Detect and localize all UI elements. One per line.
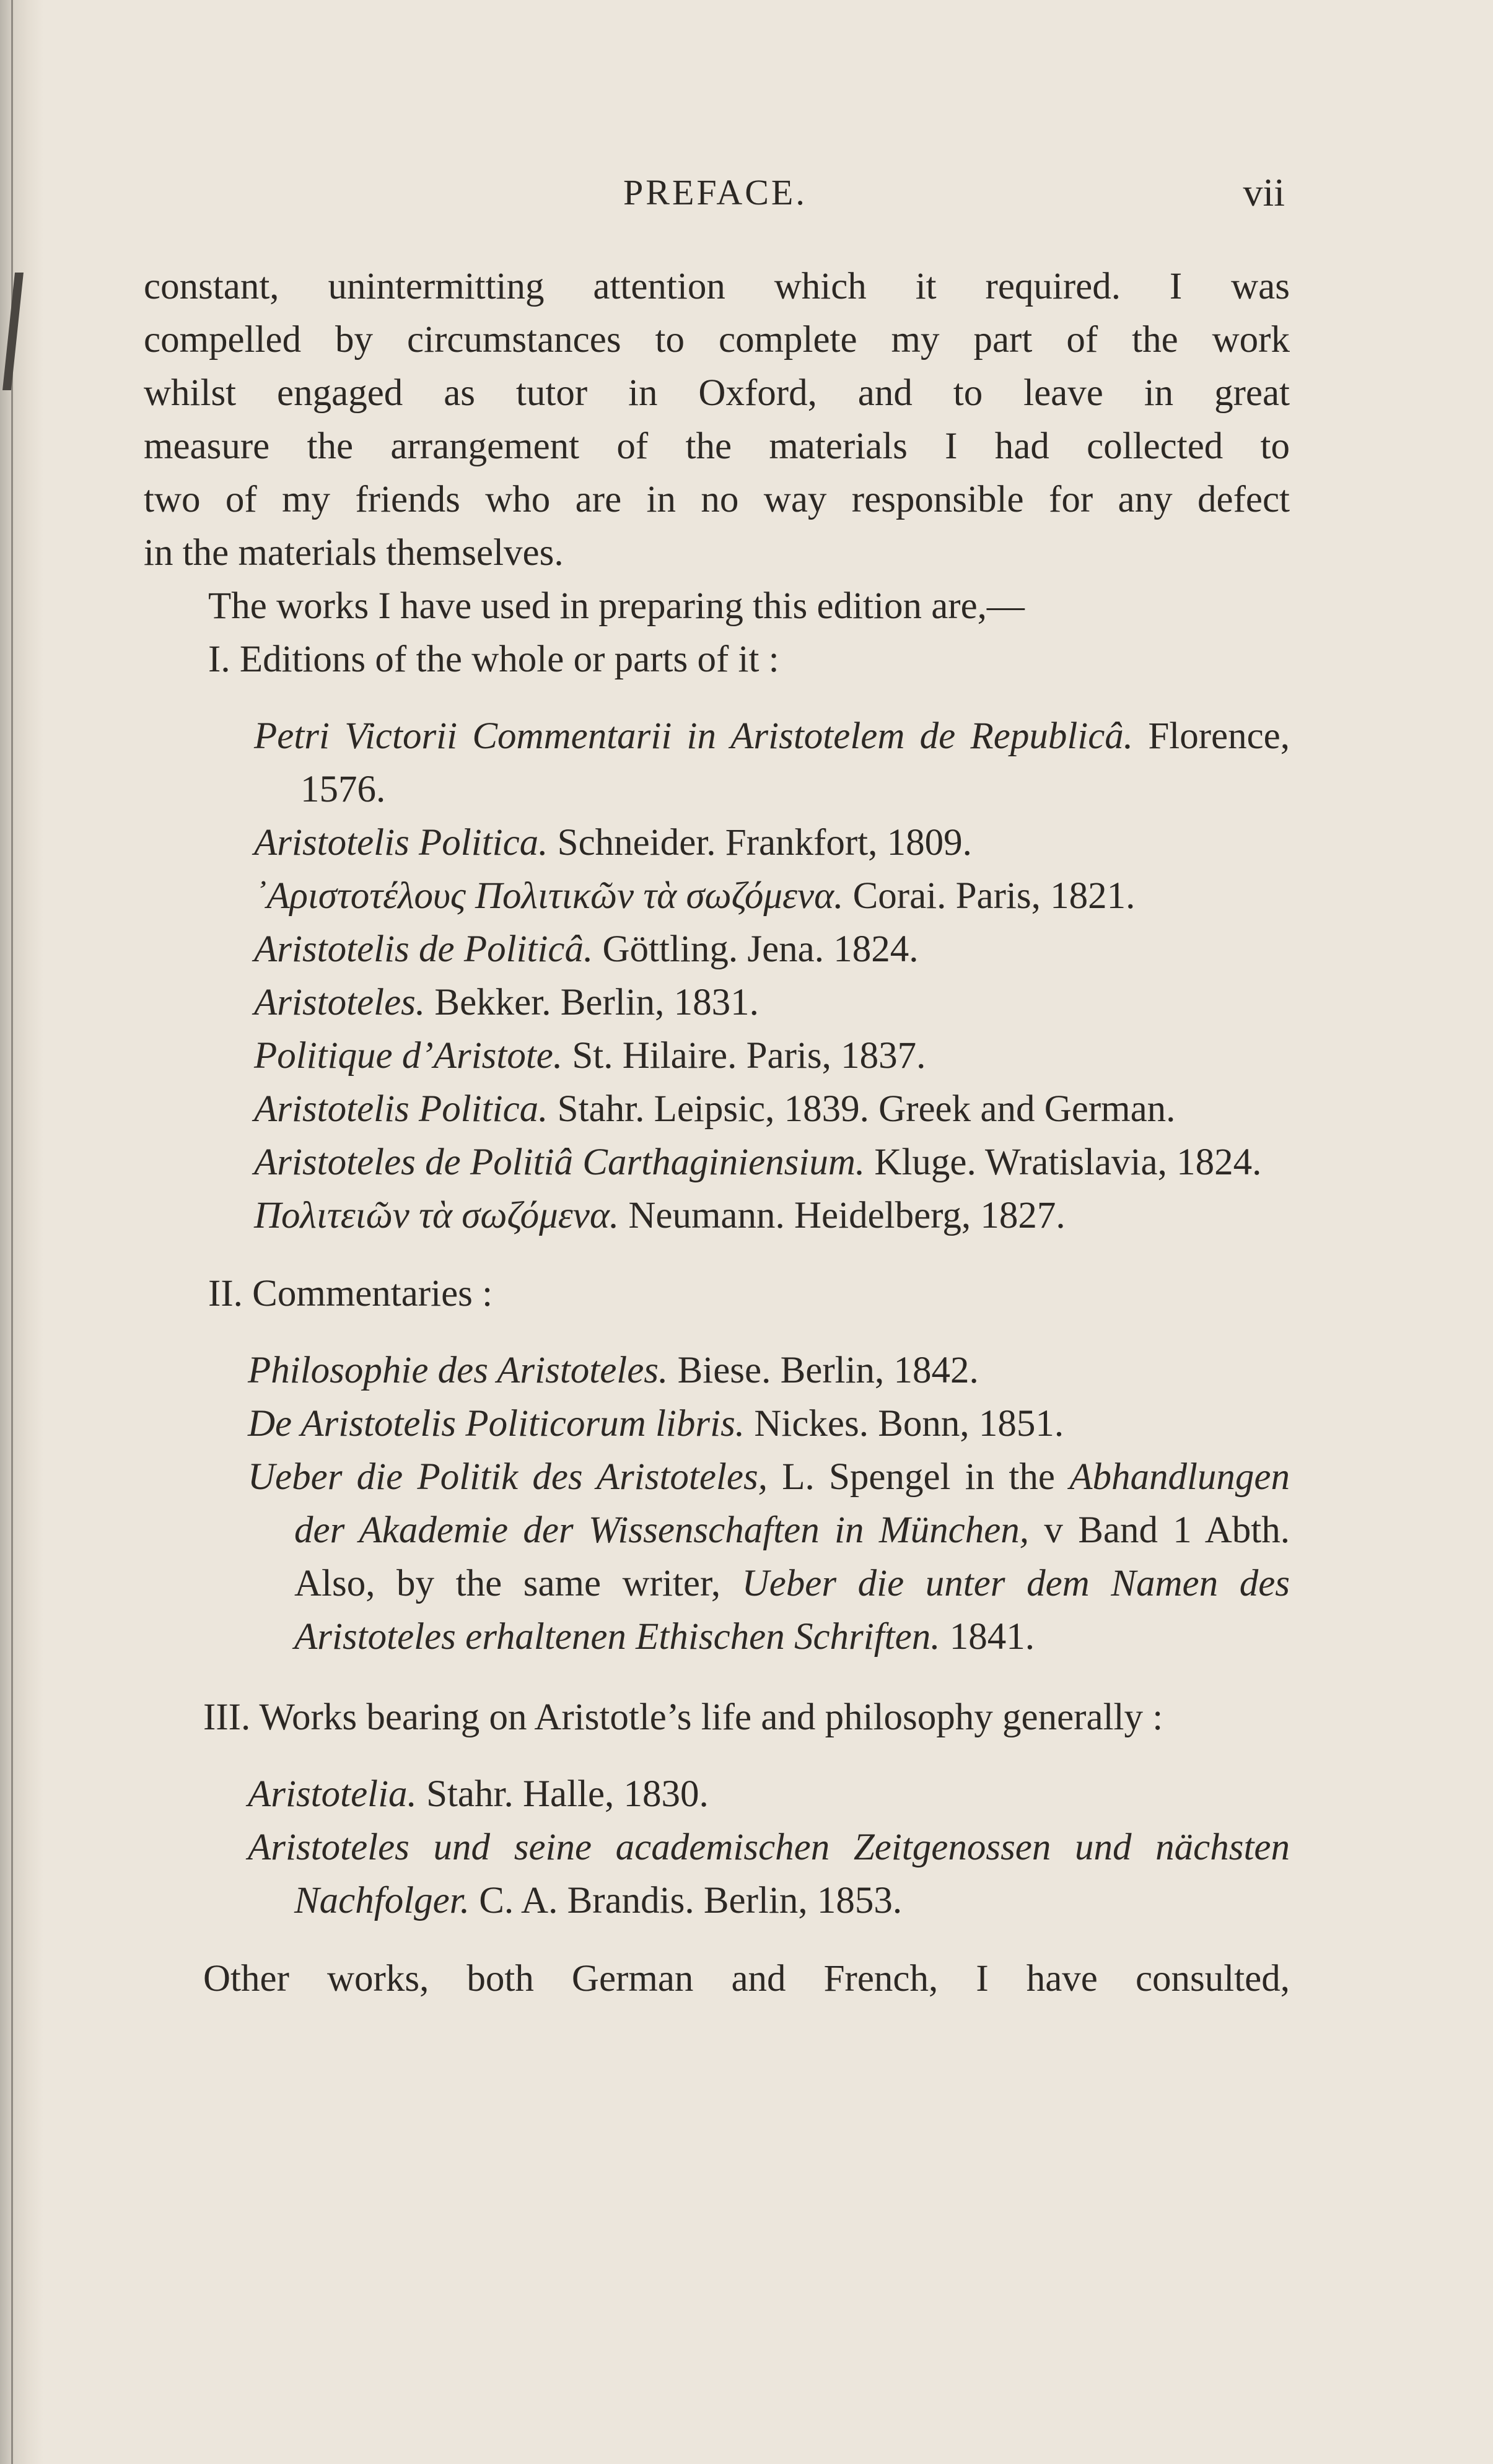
entry-details: C. A. Brandis. Berlin, 1853. bbox=[479, 1880, 903, 1921]
book-spine-shadow bbox=[0, 0, 43, 2464]
entry-title: Philosophie des Aristoteles. bbox=[248, 1350, 668, 1391]
bibliography-entry bbox=[254, 1029, 1290, 1083]
bibliography-entry bbox=[248, 1821, 1290, 1928]
entry-title: Aristoteles de Politiâ Carthaginiensium. bbox=[254, 1142, 865, 1183]
entry-title: Aristotelis Politica. bbox=[254, 1088, 548, 1130]
bibliography-entry bbox=[254, 1189, 1290, 1243]
entry-details: Neumann. Heidelberg, 1827. bbox=[628, 1195, 1066, 1236]
entry-details: Kluge. Wratislavia, 1824. bbox=[874, 1142, 1262, 1183]
bibliography-entry bbox=[248, 1768, 1290, 1821]
bibliography-entry bbox=[254, 816, 1290, 870]
entry-title: Aristotelis Politica. bbox=[254, 822, 548, 863]
intro-line: two of my friends who are in no way responsible for any defect bbox=[144, 479, 1290, 520]
bibliography-entry bbox=[254, 1083, 1290, 1136]
entry-title: Πολιτειῶν τὰ σωζόμενα. bbox=[254, 1195, 620, 1236]
section-heading-editions: I. Editions of the whole or parts of it : bbox=[208, 639, 779, 680]
intro-line: compelled by circumstances to complete my part of the work bbox=[144, 319, 1290, 360]
works-list bbox=[144, 1768, 1290, 1928]
entry-details: L. Spengel in the bbox=[782, 1456, 1055, 1498]
entry-title: Petri Victorii Commentarii in Aristotelem de Republicâ. bbox=[254, 715, 1134, 757]
entry-title-secondary: Abhandlungen der Akademie der Wissenschaften in München, bbox=[294, 1456, 1290, 1551]
running-head bbox=[144, 166, 1290, 222]
bibliography-entry bbox=[248, 1344, 1290, 1397]
entry-title: Politique d’Aristote. bbox=[254, 1035, 563, 1077]
entry-details: Biese. Berlin, 1842. bbox=[677, 1350, 979, 1391]
works-intro: The works I have used in preparing this edition are,— bbox=[208, 585, 1025, 627]
bibliography-entry bbox=[254, 923, 1290, 976]
entry-title: Aristotelia. bbox=[248, 1773, 417, 1815]
entry-title: ᾽Αριστοτέλους Πολιτικῶν τὰ σωζόμενα. bbox=[254, 875, 844, 917]
entry-details: Florence, 1576. bbox=[300, 715, 1290, 810]
commentaries-list bbox=[144, 1344, 1290, 1664]
entry-details: Stahr. Leipsic, 1839. Greek and German. bbox=[557, 1088, 1176, 1130]
entry-details-tertiary: 1841. bbox=[949, 1616, 1035, 1658]
entry-title: Aristoteles. bbox=[254, 982, 426, 1023]
entry-details: St. Hilaire. Paris, 1837. bbox=[572, 1035, 926, 1077]
bibliography-entry bbox=[248, 1451, 1290, 1664]
entry-title: Aristotelis de Politicâ. bbox=[254, 928, 593, 970]
intro-line: whilst engaged as tutor in Oxford, and to leave in great bbox=[144, 372, 1290, 414]
bibliography-entry bbox=[254, 976, 1290, 1029]
editions-list bbox=[144, 710, 1290, 1243]
intro-line: in the materials themselves. bbox=[144, 532, 564, 574]
entry-title-tertiary: Ueber die unter dem Namen des Aristoteles erhaltenen Ethischen Schriften. bbox=[294, 1563, 1290, 1658]
entry-details: Stahr. Halle, 1830. bbox=[426, 1773, 709, 1815]
entry-title: Aristoteles und seine academischen Zeitgenossen und nächsten Nachfolger. bbox=[248, 1827, 1290, 1921]
spine-mark bbox=[2, 273, 24, 390]
entry-details: Nickes. Bonn, 1851. bbox=[754, 1403, 1064, 1444]
bibliography-entry bbox=[254, 1136, 1290, 1189]
page-number: vii bbox=[1243, 170, 1285, 214]
intro-line: measure the arrangement of the materials I had collected to bbox=[144, 426, 1290, 467]
entry-details: Göttling. Jena. 1824. bbox=[602, 928, 919, 970]
page-body bbox=[144, 260, 1290, 2006]
entry-details: Corai. Paris, 1821. bbox=[852, 875, 1136, 917]
entry-title: De Aristotelis Politicorum libris. bbox=[248, 1403, 745, 1444]
entry-details-secondary: v Band 1 Abth. Also, by the same writer, bbox=[294, 1509, 1290, 1604]
bibliography-entry bbox=[248, 1397, 1290, 1451]
book-page bbox=[144, 0, 1290, 2464]
entry-details: Schneider. Frankfort, 1809. bbox=[557, 822, 972, 863]
bibliography-entry bbox=[254, 710, 1290, 816]
entry-title: Ueber die Politik des Aristoteles, bbox=[248, 1456, 768, 1498]
closing-line: Other works, both German and French, I have consulted, bbox=[203, 1958, 1290, 1999]
intro-line: constant, unintermitting attention which it required. I was bbox=[144, 266, 1290, 307]
section-heading-works: III. Works bearing on Aristotle’s life and philosophy generally : bbox=[203, 1697, 1163, 1738]
bibliography-entry bbox=[254, 870, 1290, 923]
intro-paragraph bbox=[144, 260, 1290, 580]
entry-details: Bekker. Berlin, 1831. bbox=[434, 982, 759, 1023]
section-heading-commentaries: II. Commentaries : bbox=[208, 1273, 493, 1314]
running-head-title: PREFACE. bbox=[623, 172, 807, 212]
